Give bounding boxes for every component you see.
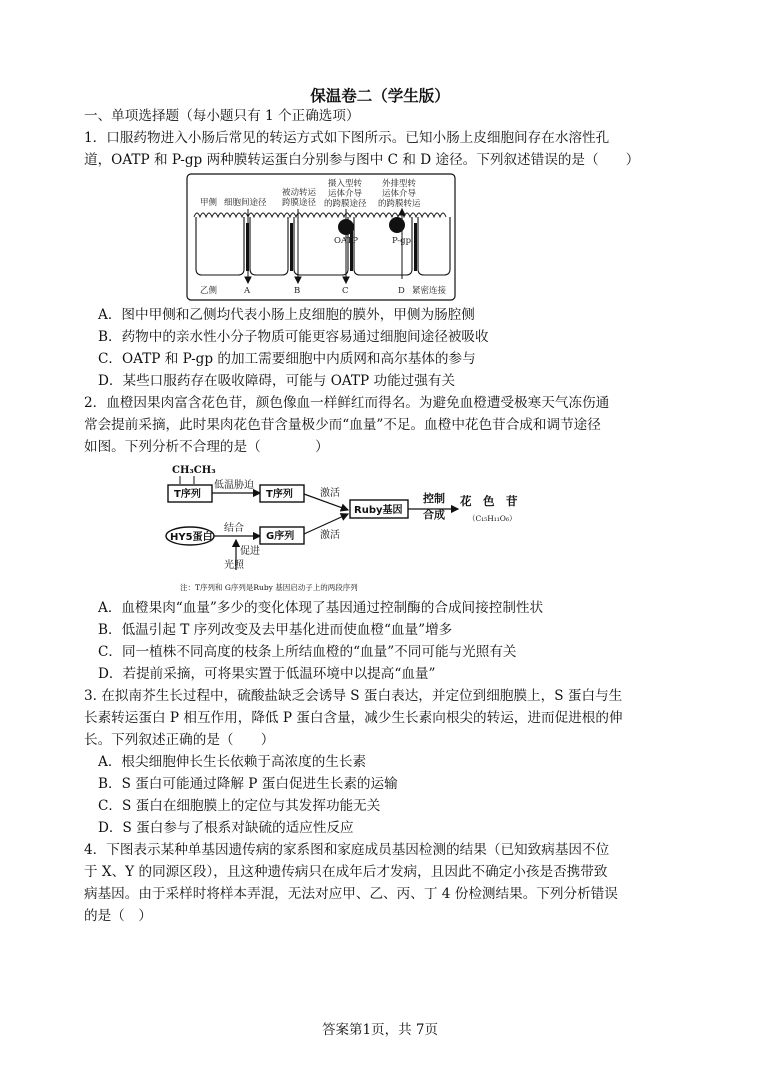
q1-fig-uptake-3: 的跨膜途径: [324, 199, 367, 209]
q1-fig-paracellular: 细胞间途径: [224, 198, 267, 208]
q1-stem-line: 道，OATP 和 P-gp 两种膜转运蛋白分别参与图中 C 和 D 途径。下列叙述错误的是（ ）: [84, 152, 640, 168]
q2-fig-t-seq: T序列: [174, 489, 201, 500]
q1-stem-line: 1．口服药物进入小肠后常见的转运方式如下图所示。已知小肠上皮细胞间存在水溶性孔: [84, 130, 610, 146]
q1-fig-efflux-3: 的跨膜转运: [378, 199, 421, 209]
q2-fig-light: 光照: [224, 560, 244, 571]
q1-fig-efflux-1: 外排型转: [382, 179, 417, 189]
q2-fig-ruby: Ruby基因: [354, 505, 403, 516]
page-title: 保温卷二（学生版）: [310, 86, 450, 105]
q3-stem-line: 3. 在拟南芥生长过程中，硫酸盐缺乏会诱导 S 蛋白表达，并定位到细胞膜上，S 蛋白与生: [84, 688, 623, 704]
q2-fig-hy5: HY5蛋白: [170, 532, 213, 543]
q1-fig-oatp-label: OATP: [334, 236, 359, 246]
q2-option-c: C．同一植株不同高度的枝条上所结血橙的“血量”不同可能与光照有关: [98, 644, 517, 660]
q4-stem-line: 4．下图表示某种单基因遗传病的家系图和家庭成员基因检测的结果（已知致病基因不位: [84, 842, 610, 858]
q1-fig-label-b: B: [294, 286, 301, 296]
q1-option-c: C．OATP 和 P-gp 的加工需要细胞中内质网和高尔基体的参与: [98, 351, 476, 367]
q4-stem-line: 于 X、Y 的同源区段），且这种遗传病只在成年后才发病，且因此不确定小孩是否携带致: [84, 864, 608, 880]
q2-fig-bind: 结合: [224, 523, 244, 534]
q3-option-a: A．根尖细胞伸长生长依赖于高浓度的生长素: [98, 754, 367, 770]
q2-option-a: A．血橙果肉“血量”多少的变化体现了基因通过控制酶的合成间接控制性状: [98, 600, 544, 616]
q2-fig-activate1: 激活: [320, 488, 340, 499]
q1-option-a: A．图中甲侧和乙侧均代表小肠上皮细胞的膜外，甲侧为肠腔侧: [98, 307, 475, 323]
q3-option-c: C．S 蛋白在细胞膜上的定位与其发挥功能无关: [98, 798, 381, 814]
q2-fig-t-seq2: T序列: [266, 489, 293, 500]
q2-stem-line: 2．血橙因果肉富含花色苷，颜色像血一样鲜红而得名。为避免血橙遭受极寒天气冻伤通: [84, 395, 610, 411]
q3-stem-line: 长素转运蛋白 P 相互作用，降低 P 蛋白含量，减少生长素向根尖的转运，进而促进根的伸: [84, 710, 623, 726]
q1-option-b: B．药物中的亲水性小分子物质可能更容易通过细胞间途径被吸收: [98, 329, 489, 345]
q2-stem-line: 如图。下列分析不合理的是（ ）: [84, 439, 329, 455]
q1-fig-pgp-transporter: [389, 217, 405, 233]
section-heading: 一、单项选择题（每小题只有 1 个正确选项）: [84, 108, 360, 124]
q2-option-b: B．低温引起 T 序列改变及去甲基化进而使血橙“血量”增多: [98, 622, 453, 638]
q2-figure-anthocyanin-pathway: [160, 460, 560, 600]
q2-option-d: D．若提前采摘，可将果实置于低温环境中以提高“血量”: [98, 666, 436, 682]
q1-fig-passive-2: 跨膜途径: [282, 198, 317, 208]
q2-fig-formula: （C₁₅H₁₁O₆）: [468, 514, 517, 523]
q1-fig-label-c: C: [342, 286, 349, 296]
q1-fig-top-side: 甲侧: [200, 198, 218, 208]
q1-fig-tight-junction: 紧密连接: [412, 286, 447, 296]
q3-option-d: D．S 蛋白参与了根系对缺硫的适应性反应: [98, 820, 354, 836]
q1-option-d: D．某些口服药存在吸收障碍，可能与 OATP 功能过强有关: [98, 373, 456, 389]
q4-stem-line: 的是（ ）: [84, 908, 152, 924]
q1-fig-label-d: D: [398, 286, 405, 296]
q1-figure-intestinal-transport: [186, 173, 456, 301]
q1-fig-pgp-label: P-gp: [392, 236, 412, 246]
q2-fig-control: 控制: [423, 492, 445, 505]
q2-fig-g-seq: G序列: [266, 531, 295, 542]
q2-fig-note: 注：T序列和 G序列是Ruby 基因启动子上的两段序列: [180, 583, 358, 592]
q2-fig-low-temp: 低温胁迫: [214, 480, 254, 491]
q3-option-b: B．S 蛋白可能通过降解 P 蛋白促进生长素的运输: [98, 776, 398, 792]
q1-fig-uptake-1: 摄入型转: [328, 179, 363, 189]
q1-fig-uptake-2: 运体介导: [328, 189, 363, 199]
q1-fig-passive-1: 被动转运: [282, 188, 317, 198]
q4-stem-line: 病基因。由于采样时将样本弄混，无法对应甲、乙、丙、丁 4 份检测结果。下列分析错误: [84, 886, 618, 902]
q2-fig-promote: 促进: [240, 546, 260, 557]
q2-fig-methyl: CH₃CH₃: [172, 465, 216, 476]
q2-fig-activate2: 激活: [320, 530, 340, 541]
q1-fig-efflux-2: 运体介导: [382, 189, 417, 199]
q2-fig-product: 花 色 苷: [460, 494, 518, 508]
q2-fig-synth: 合成: [423, 508, 445, 521]
page-footer: 答案第1页，共 7页: [322, 1022, 438, 1038]
q1-fig-oatp-transporter: [338, 219, 354, 235]
q2-stem-line: 常会提前采摘，此时果肉花色苷含量极少而“血量”不足。血橙中花色苷合成和调节途径: [84, 417, 601, 433]
q1-fig-bottom-side: 乙侧: [200, 286, 218, 296]
q1-fig-label-a: A: [244, 286, 251, 296]
q3-stem-line: 长。下列叙述正确的是（ ）: [84, 732, 275, 748]
